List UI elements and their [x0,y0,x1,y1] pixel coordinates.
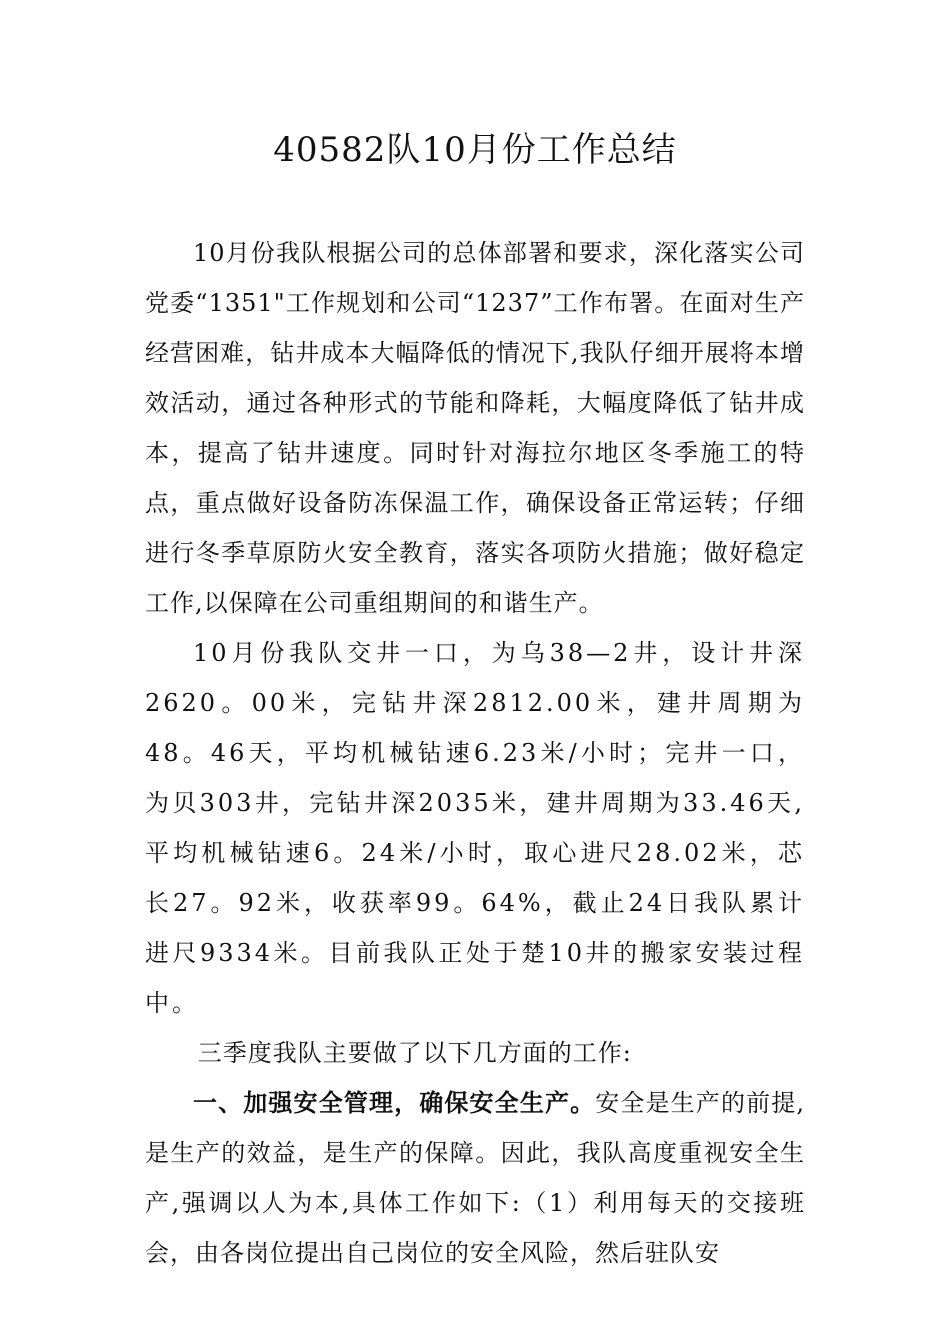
paragraph-well-statistics: 10月份我队交井一口，为乌38—2井，设计井深2620。00米，完钻井深2812.00米，建井周期为48。46天，平均机械钻速6.23米/小时；完井一口，为贝303井，完钻井深2035米，建井周期为33.46天,平均机械钻速6。24米/小时，取心进尺28.02米，芯长27。92米，收获率99。64%，截止24日我队累计进尺9334米。目前我队正处于楚10井的搬家安装过程中。 [145,639,805,1017]
section-body-safety: 安全是生产的前提,是生产的效益，是生产的保障。因此，我队高度重视安全生产,强调以人为本,具体工作如下:（1）利用每天的交接班会，由各岗位提出自己岗位的安全风险，然后驻队安 [145,1089,805,1267]
paragraph-safety-section [145,1078,805,1278]
section-heading-safety: 一、加强安全管理，确保安全生产。 [193,1088,596,1117]
paragraph-intro: 10月份我队根据公司的总体部署和要求，深化落实公司党委“1351"工作规划和公司“1237”工作布署。在面对生产经营困难，钻井成本大幅降低的情况下,我队仔细开展将本增效活动，通过各种形式的节能和降耗，大幅度降低了钻井成本，提高了钻井速度。同时针对海拉尔地区冬季施工的特点，重点做好设备防冻保温工作，确保设备正常运转；仔细进行冬季草原防火安全教育，落实各项防火措施；做好稳定工作,以保障在公司重组期间的和谐生产。 [145,239,805,617]
document-title: 40582队10月份工作总结 [273,130,677,170]
paragraph-work-overview: 三季度我队主要做了以下几方面的工作: [197,1039,632,1067]
document-body [145,228,805,1278]
